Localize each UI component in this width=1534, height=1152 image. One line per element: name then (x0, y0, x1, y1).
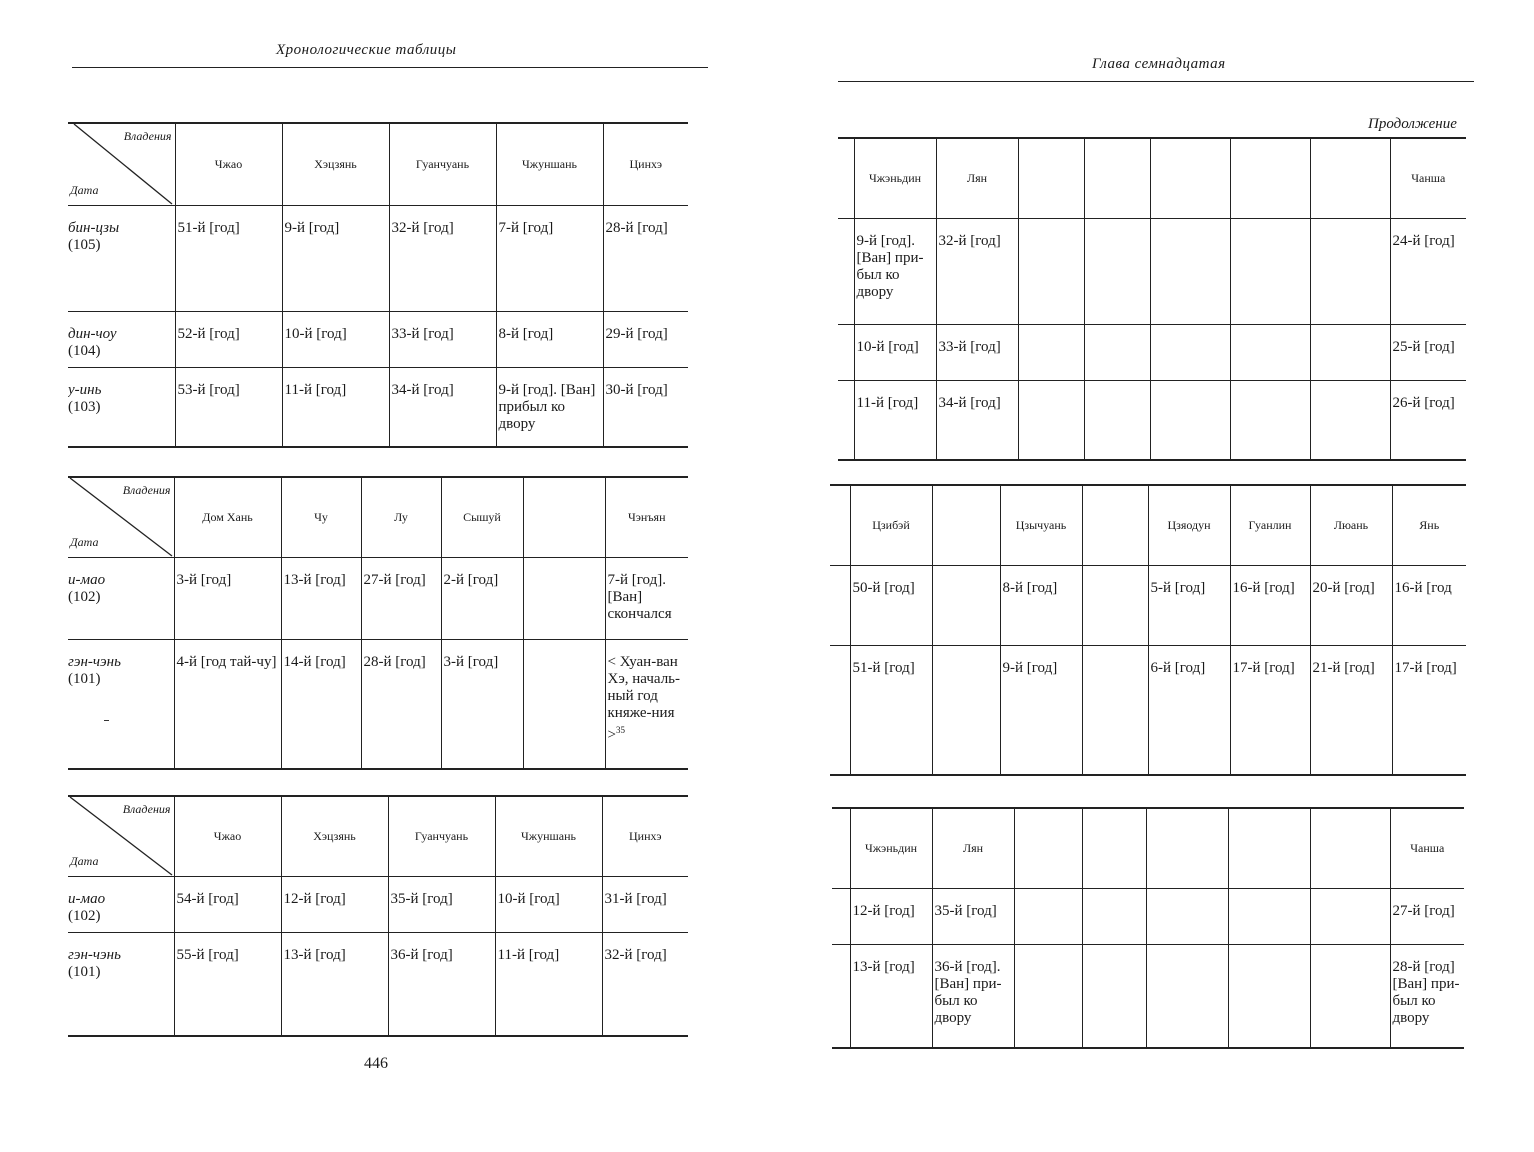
table-cell (1082, 565, 1148, 645)
corner-top-label: Владения (122, 483, 171, 497)
column-header: Цинхэ (603, 123, 688, 205)
footnote-mark: 35 (615, 724, 625, 735)
table-row (838, 218, 1466, 324)
column-header: Лян (932, 808, 1014, 888)
table-cell (1018, 380, 1084, 460)
table-cell: 30-й [год] (603, 367, 688, 447)
corner-top-label: Владения (123, 129, 172, 143)
table-cell: 8-й [год] (1000, 565, 1082, 645)
corner-top-label: Владения (122, 802, 171, 816)
column-header: Чанша (1390, 808, 1464, 888)
table-cell: 14-й [год] (281, 639, 361, 769)
table-cell: 16-й [год] (1230, 565, 1310, 645)
spacer-cell (838, 138, 854, 218)
column-header: Чжао (175, 123, 282, 205)
spacer-cell (832, 808, 850, 888)
left-running-head: Хронологические таблицы (276, 42, 457, 58)
corner-cell (68, 796, 174, 876)
column-header: Сышуй (441, 477, 523, 557)
column-header (1018, 138, 1084, 218)
table-cell: 27-й [год] (361, 557, 441, 639)
column-header: Чжуншань (495, 796, 602, 876)
table-cell: 24-й [год] (1390, 218, 1466, 324)
table-cell: 10-й [год] (495, 876, 602, 932)
table-row (68, 876, 688, 932)
column-header (1146, 808, 1228, 888)
table-cell: < Хуан-ван Хэ, началь-ный год княже-ния >$^{35}$ (605, 639, 688, 769)
column-header (523, 477, 605, 557)
table-row (68, 311, 688, 367)
table-row (832, 888, 1464, 944)
table-row (830, 645, 1466, 775)
table-cell (1014, 888, 1082, 944)
column-header: Чжао (174, 796, 281, 876)
column-header: Чэнъян (605, 477, 688, 557)
table-cell: 11-й [год] (854, 380, 936, 460)
table-cell: 36-й [год]. [Ван] при-был ко двору (932, 944, 1014, 1048)
right-table-1 (838, 137, 1466, 461)
table-cell: 29-й [год] (603, 311, 688, 367)
column-header (1082, 485, 1148, 565)
table-row (838, 380, 1466, 460)
table-row (68, 639, 688, 769)
table-cell: 5-й [год] (1148, 565, 1230, 645)
table-cell: 28-й [год] [Ван] при-был ко двору (1390, 944, 1464, 1048)
column-header: Хэцзянь (282, 123, 389, 205)
stray-mark (104, 720, 109, 721)
right-table-3 (832, 807, 1464, 1049)
table-cell: 12-й [год] (281, 876, 388, 932)
column-header: Янь (1392, 485, 1466, 565)
column-header: Дом Хань (174, 477, 281, 557)
right-head-rule (838, 81, 1474, 82)
table-cell: 9-й [год]. [Ван] при-был ко двору (854, 218, 936, 324)
column-header: Цзяодун (1148, 485, 1230, 565)
table-cell (1082, 645, 1148, 775)
column-header: Цинхэ (602, 796, 688, 876)
date-cell: гэн-чэнь (101) (68, 932, 174, 1036)
date-cell: у-инь (103) (68, 367, 175, 447)
table-cell (1150, 380, 1230, 460)
table-cell: 3-й [год] (174, 557, 281, 639)
table-cell (932, 565, 1000, 645)
table-cell: 9-й [год] (1000, 645, 1082, 775)
table-cell (1018, 324, 1084, 380)
table-cell (1228, 944, 1310, 1048)
date-cell: дин-чоу (104) (68, 311, 175, 367)
column-header (1084, 138, 1150, 218)
table-cell: 20-й [год] (1310, 565, 1392, 645)
table-cell: 11-й [год] (495, 932, 602, 1036)
left-head-rule (72, 67, 708, 68)
table-cell: 27-й [год] (1390, 888, 1464, 944)
table-cell: 51-й [год] (175, 205, 282, 311)
table-cell (1146, 888, 1228, 944)
table-row (832, 944, 1464, 1048)
column-header: Чжэньдин (854, 138, 936, 218)
column-header: Гуанлин (1230, 485, 1310, 565)
right-running-head: Глава семнадцатая (1092, 56, 1226, 72)
table-cell: 9-й [год] (282, 205, 389, 311)
table-cell (1310, 218, 1390, 324)
column-header: Цзибэй (850, 485, 932, 565)
table-cell (1228, 888, 1310, 944)
table-cell: 13-й [год] (281, 557, 361, 639)
table-cell: 9-й [год]. [Ван] прибыл ко двору (496, 367, 603, 447)
table-cell (1230, 218, 1310, 324)
table-cell: 34-й [год] (389, 367, 496, 447)
table-cell: 2-й [год] (441, 557, 523, 639)
table-cell: 35-й [год] (932, 888, 1014, 944)
column-header (1230, 138, 1310, 218)
table-cell: 54-й [год] (174, 876, 281, 932)
table-cell: 33-й [год] (936, 324, 1018, 380)
left-table-2 (68, 476, 688, 770)
table-cell (1310, 888, 1390, 944)
table-cell: 28-й [год] (361, 639, 441, 769)
table-cell: 17-й [год] (1230, 645, 1310, 775)
table-cell: 11-й [год] (282, 367, 389, 447)
left-table-3 (68, 795, 688, 1037)
date-cell: и-мао (102) (68, 876, 174, 932)
column-header (1310, 138, 1390, 218)
table-cell: 16-й [год (1392, 565, 1466, 645)
table-cell: 7-й [год] (496, 205, 603, 311)
table-cell (1150, 324, 1230, 380)
table-cell: 13-й [год] (850, 944, 932, 1048)
column-header: Лу (361, 477, 441, 557)
table-row (838, 324, 1466, 380)
table-cell (1146, 944, 1228, 1048)
column-header: Чанша (1390, 138, 1466, 218)
date-cell: и-мао (102) (68, 557, 174, 639)
column-header (1082, 808, 1146, 888)
column-header (932, 485, 1000, 565)
table-cell: 12-й [год] (850, 888, 932, 944)
table-cell: 50-й [год] (850, 565, 932, 645)
table-cell: 17-й [год] (1392, 645, 1466, 775)
table-cell (523, 639, 605, 769)
table-cell: 10-й [год] (854, 324, 936, 380)
column-header (1310, 808, 1390, 888)
corner-cell (68, 477, 174, 557)
table-cell (1084, 218, 1150, 324)
column-header: Чу (281, 477, 361, 557)
table-cell (1084, 324, 1150, 380)
page-number: 446 (364, 1055, 388, 1072)
table-cell: 6-й [год] (1148, 645, 1230, 775)
table-cell: 26-й [год] (1390, 380, 1466, 460)
table-cell: 51-й [год] (850, 645, 932, 775)
column-header: Лян (936, 138, 1018, 218)
table-cell (1082, 944, 1146, 1048)
table-cell: 55-й [год] (174, 932, 281, 1036)
table-cell: 36-й [год] (388, 932, 495, 1036)
column-header (1014, 808, 1082, 888)
table-cell: 31-й [год] (602, 876, 688, 932)
table-row (68, 367, 688, 447)
table-row (830, 565, 1466, 645)
date-cell: бин-цзы (105) (68, 205, 175, 311)
table-cell: 13-й [год] (281, 932, 388, 1036)
column-header: Люань (1310, 485, 1392, 565)
corner-cell (68, 123, 175, 205)
spacer-cell (830, 485, 850, 565)
table-cell (1310, 380, 1390, 460)
column-header: Хэцзянь (281, 796, 388, 876)
table-cell: 32-й [год] (389, 205, 496, 311)
column-header (1228, 808, 1310, 888)
column-header: Гуанчуань (388, 796, 495, 876)
date-cell: гэн-чэнь (101) (68, 639, 174, 769)
table-cell: 4-й [год тай-чу] (174, 639, 281, 769)
corner-bottom-label: Дата (70, 182, 99, 197)
table-cell: 3-й [год] (441, 639, 523, 769)
table-row (68, 557, 688, 639)
corner-bottom-label: Дата (70, 534, 99, 549)
table-cell (1230, 324, 1310, 380)
table-cell: 33-й [год] (389, 311, 496, 367)
table-cell: 8-й [год] (496, 311, 603, 367)
table-cell (1310, 944, 1390, 1048)
continuation-label: Продолжение (1368, 116, 1457, 132)
table-cell: 10-й [год] (282, 311, 389, 367)
table-row (68, 932, 688, 1036)
table-cell: 53-й [год] (175, 367, 282, 447)
table-cell (1084, 380, 1150, 460)
table-cell: 7-й [год]. [Ван] скончался (605, 557, 688, 639)
table-cell: 21-й [год] (1310, 645, 1392, 775)
table-cell: 32-й [год] (602, 932, 688, 1036)
column-header: Чжуншань (496, 123, 603, 205)
table-cell (1082, 888, 1146, 944)
table-row (68, 205, 688, 311)
column-header: Чжэньдин (850, 808, 932, 888)
left-table-1 (68, 122, 688, 448)
corner-bottom-label: Дата (70, 853, 99, 868)
table-cell (1018, 218, 1084, 324)
table-cell: 34-й [год] (936, 380, 1018, 460)
table-cell (1310, 324, 1390, 380)
table-cell (1014, 944, 1082, 1048)
table-cell (1230, 380, 1310, 460)
table-cell: 25-й [год] (1390, 324, 1466, 380)
table-cell: 52-й [год] (175, 311, 282, 367)
column-header: Гуанчуань (389, 123, 496, 205)
table-cell: 28-й [год] (603, 205, 688, 311)
column-header (1150, 138, 1230, 218)
table-cell: 32-й [год] (936, 218, 1018, 324)
table-cell (523, 557, 605, 639)
table-cell (1150, 218, 1230, 324)
right-table-2 (830, 484, 1466, 776)
table-cell (932, 645, 1000, 775)
column-header: Цзычуань (1000, 485, 1082, 565)
table-cell: 35-й [год] (388, 876, 495, 932)
